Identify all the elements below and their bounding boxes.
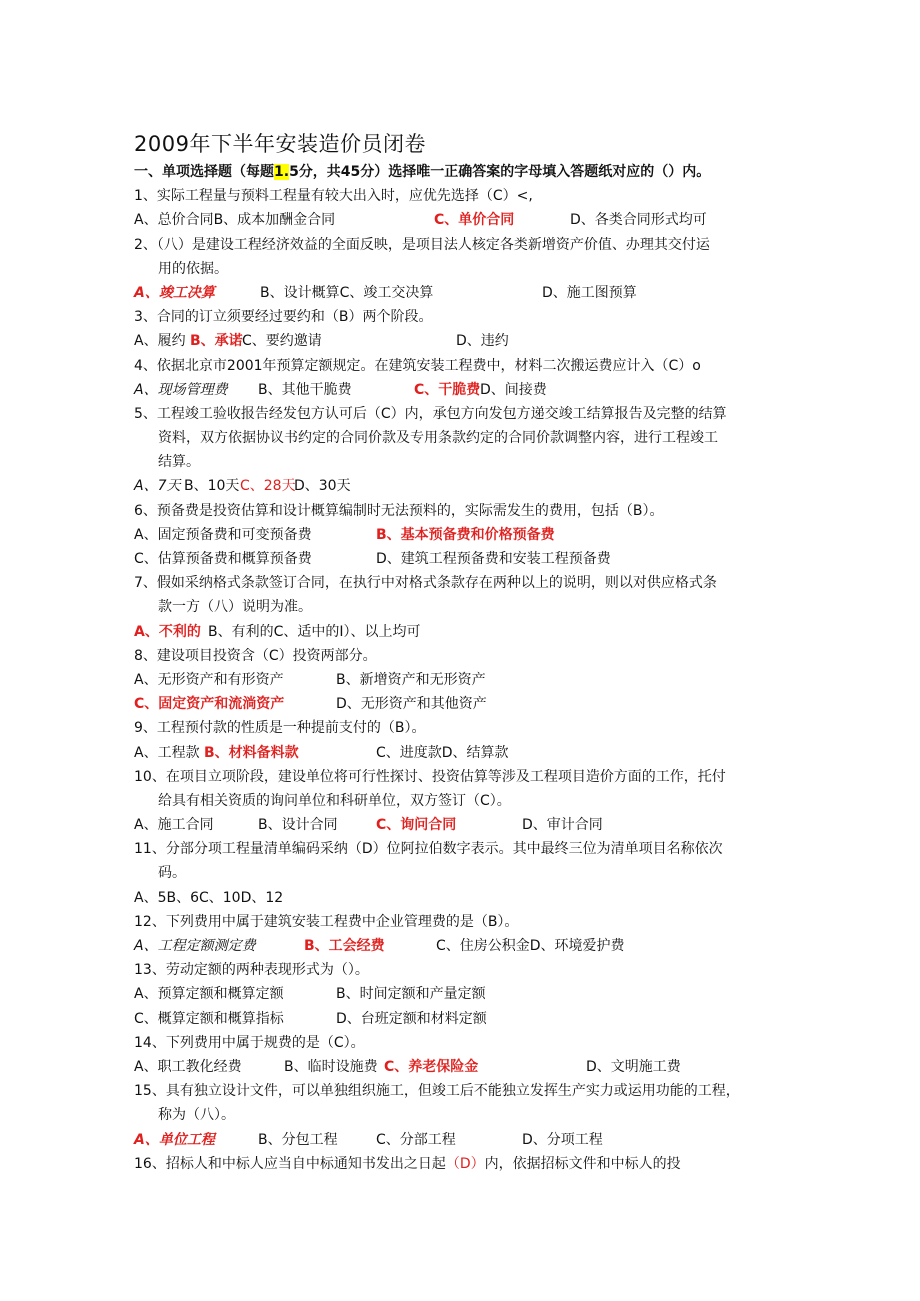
question-text: 10、在项目立项阶段，建设单位将可行性探讨、投资估算等涉及工程项目造价方面的工作，托付	[134, 768, 726, 785]
option-a: A、工程定额测定费	[134, 938, 256, 954]
option-b: B、新增资产和无形资产	[336, 671, 486, 688]
option-a: A、履约	[134, 333, 186, 350]
options-row	[134, 1055, 794, 1079]
option-b: B、临时设施费	[284, 1058, 378, 1075]
option-c-answer: C、养老保险金	[384, 1058, 479, 1075]
option-d: D、分项工程	[522, 1131, 603, 1148]
option-b: B、10天	[184, 478, 240, 495]
options-row	[134, 329, 794, 353]
question-text: 6、预备费是投资估算和设计概算编制时无法预料的，实际需发生的费用，包括（B）。	[134, 502, 664, 519]
option-b: B、分包工程	[258, 1131, 338, 1148]
options-row	[134, 934, 794, 958]
option-b: B、设计合同	[258, 817, 338, 834]
option-a: A、总价合同B、成本加酬金合同	[134, 212, 336, 229]
question-text: 码。	[158, 865, 186, 882]
question-text: 15、具有独立设计文件，可以单独组织施工，但竣工后不能独立发挥生产实力或运用功能的工程，	[134, 1083, 740, 1100]
option-a: A、施工合同	[134, 817, 214, 834]
question-text: 9、工程预付款的性质是一种提前支付的（B）。	[134, 720, 426, 737]
option-c-answer: C、固定资产和流淌资产	[134, 696, 285, 713]
option-a-answer: A、不利的	[134, 623, 201, 640]
option-d: D、台班定额和材料定额	[336, 1010, 487, 1027]
options-row	[134, 741, 794, 765]
option-d: D、各类合同形式均可	[570, 212, 707, 229]
option-c: C、概算定额和概算指标	[134, 1010, 284, 1027]
question-text: 款一方（八）说明为准。	[158, 599, 312, 616]
options-row	[134, 982, 794, 1006]
question-text: 4、依据北京市2001年预算定额规定。在建筑安装工程费中，材料二次搬运费应计入（C）o	[134, 357, 701, 374]
option-c: C、估算预备费和概算预备费	[134, 551, 312, 567]
option-d: D、建筑工程预备费和安装工程预备费	[376, 551, 611, 567]
options-row	[134, 668, 794, 692]
section-heading	[134, 160, 794, 184]
question-text: 给具有相关资质的询问单位和科研单位，双方签订（C）。	[158, 792, 511, 809]
option-c: C、要约邀请	[242, 333, 322, 350]
options-row	[134, 378, 794, 402]
question-text: 结算。	[158, 454, 200, 471]
question-text-part: 内，依据招标文件和中标人的投	[484, 1155, 681, 1172]
other-options: B、有利的C、适中的I）、以上均可	[208, 623, 421, 640]
option-d: D、审计合同	[522, 817, 603, 834]
option-b: B、时间定额和产量定额	[336, 986, 486, 1003]
option-c-answer: C、询问合同	[376, 817, 457, 834]
options-row	[134, 1007, 794, 1031]
question-text: 3、合同的订立须要经过要约和（B）两个阶段。	[134, 309, 433, 326]
section-heading-text: 一、单项选择题（每题	[134, 164, 274, 180]
option-a: A、固定预备费和可变预备费	[134, 526, 312, 543]
option-d: D、30天	[294, 478, 351, 495]
option-c-answer: C、干脆费	[414, 381, 481, 398]
question-text: 7、假如采纳格式条款签订合同，在执行中对格式条款存在两种以上的说明，则以对供应格式条	[134, 575, 717, 592]
options-row	[134, 620, 794, 644]
options-row	[134, 281, 794, 305]
document-title: 2009年下半年安装造价员闭卷	[134, 132, 426, 156]
option-c-answer: C、单价合同	[434, 212, 515, 229]
option-a: A、无形资产和有形资产	[134, 671, 284, 688]
question-text: 用的依据。	[158, 260, 228, 277]
question-text: 称为（八）。	[158, 1107, 235, 1124]
options-row	[134, 208, 794, 232]
option-c: C、分部工程	[376, 1131, 456, 1148]
option-b: B、设计概算C、竣工交决算	[260, 284, 434, 301]
options-row	[134, 474, 794, 498]
option-d: D、文明施工费	[586, 1058, 681, 1075]
options-row	[134, 813, 794, 837]
answer-marker: （D）	[445, 1155, 485, 1172]
question-text: 1、实际工程量与预料工程量有较大出入时，应优先选择（C）<,	[134, 188, 533, 205]
option-d: D、间接费	[480, 381, 547, 398]
section-heading-text: 5分，共45分）选择唯一正确答案的字母填入答题纸对应的（）内。	[289, 164, 711, 180]
question-text: 12、下列费用中属于建筑安装工程费中企业管理费的是（B）。	[134, 913, 519, 930]
question-text-part: 16、招标人和中标人应当自中标通知书发出之日起	[134, 1155, 446, 1172]
options-row	[134, 523, 794, 547]
option-d: D、施工图预算	[542, 284, 637, 301]
option-b-answer: B、承诺	[190, 333, 243, 350]
option-a: A、7天	[134, 478, 181, 495]
option-c: C、进度款D、结算款	[376, 744, 509, 761]
highlighted-text: 1.	[274, 164, 290, 180]
option-b-answer: B、材料备料款	[204, 744, 299, 761]
option-d: D、无形资产和其他资产	[336, 696, 487, 713]
option-a: A、现场管理费	[134, 381, 228, 398]
option-c: C、住房公积金D、环境爱护费	[436, 938, 625, 954]
question-text: 资料，双方依据协议书约定的合同价款及专用条款约定的合同价款调整内容，进行工程竣工	[158, 430, 718, 447]
question-list	[134, 160, 794, 1176]
question-text: 2、（八）是建设工程经济效益的全面反映，是项目法人核定各类新增资产价值、办理其交付运	[134, 236, 710, 253]
option-a-answer: A、单位工程	[134, 1131, 215, 1148]
options-row	[134, 1128, 794, 1152]
question-text: 5、工程竣工验收报告经发包方认可后（C）内，承包方向发包方递交竣工结算报告及完整的结算	[134, 405, 727, 422]
option-a-answer: A、竣工决算	[134, 284, 215, 301]
question-text	[134, 1152, 794, 1176]
option-a: A、职工教化经费	[134, 1058, 242, 1075]
question-text: 14、下列费用中属于规费的是（C）。	[134, 1034, 365, 1051]
question-text: 11、分部分项工程量清单编码采纳（D）位阿拉伯数字表示。其中最终三位为清单项目名称依次	[134, 841, 723, 858]
option-a: A、预算定额和概算定额	[134, 986, 284, 1003]
question-text: 13、劳动定额的两种表现形式为（）。	[134, 962, 369, 979]
options-row	[134, 692, 794, 716]
option-b-answer: B、基本预备费和价格预备费	[376, 526, 555, 543]
option-d: D、违约	[456, 333, 509, 350]
option-a: A、工程款	[134, 744, 200, 761]
options-row: A、5B、6C、10D、12	[134, 889, 284, 906]
option-b: B、其他干脆费	[258, 381, 352, 398]
option-b-answer: B、工会经费	[304, 938, 385, 954]
question-text: 8、建设项目投资含（C）投资两部分。	[134, 647, 377, 664]
option-c-answer: C、28天	[240, 478, 296, 495]
options-row	[134, 547, 794, 571]
